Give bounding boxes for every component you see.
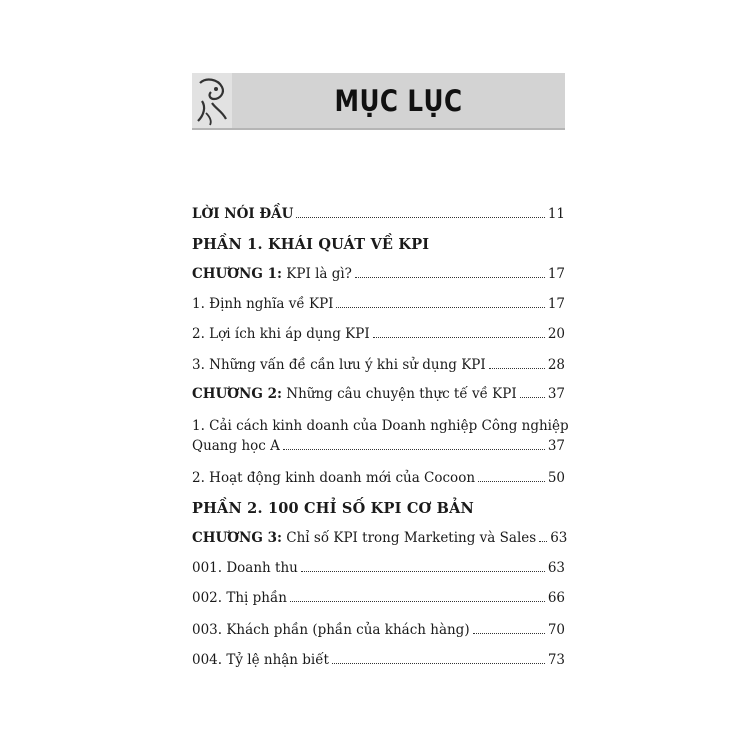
part-heading-2[interactable]: PHẦN 2. 100 CHỈ SỐ KPI CƠ BẢN (192, 500, 474, 517)
toc-page: 66 (547, 590, 565, 606)
toc-page: 28 (547, 357, 565, 373)
toc-label (192, 386, 517, 402)
toc-label (192, 266, 352, 282)
dot-leader (520, 386, 545, 398)
dot-leader (283, 438, 545, 450)
toc-entry-ch1-s3[interactable] (192, 357, 565, 373)
toc-entry-kpi-002[interactable] (192, 590, 565, 606)
dot-leader (478, 470, 545, 482)
dot-leader (336, 296, 544, 308)
toc-page: 70 (547, 622, 565, 638)
toc-entry-kpi-004[interactable] (192, 652, 565, 668)
toc-entry-chapter-1[interactable] (192, 266, 565, 282)
title-banner (192, 73, 565, 130)
toc-entry-ch1-s2[interactable] (192, 326, 565, 342)
dot-leader (355, 266, 545, 278)
toc-entry-ch2-s2[interactable] (192, 470, 565, 486)
toc-page: 73 (547, 652, 565, 668)
toc-page: 20 (547, 326, 565, 342)
toc-label (192, 530, 536, 546)
toc-entry-kpi-001[interactable] (192, 560, 565, 576)
toc-entry-chapter-3[interactable] (192, 530, 568, 546)
toc-label: 004. Tỷ lệ nhận biết (192, 652, 329, 668)
chapter-prefix: CHƯƠNG 2: (192, 386, 282, 402)
toc-page: 63 (547, 560, 565, 576)
part-heading-1[interactable]: PHẦN 1. KHÁI QUÁT VỀ KPI (192, 236, 430, 253)
page-title: MỤC LỤC (334, 83, 463, 118)
dot-leader (301, 560, 545, 572)
toc-label: 2. Lợi ích khi áp dụng KPI (192, 326, 370, 342)
toc-page: 50 (547, 470, 565, 486)
toc-page: 11 (547, 206, 565, 222)
toc-label: 001. Doanh thu (192, 560, 298, 576)
toc-entry-ch2-s1[interactable] (192, 418, 569, 454)
toc-page: 63 (550, 530, 568, 546)
toc-label: 002. Thị phần (192, 590, 287, 606)
chapter-title: Chỉ số KPI trong Marketing và Sales (281, 530, 537, 546)
toc-label: 1. Định nghĩa về KPI (192, 296, 334, 312)
toc-label: 2. Hoạt động kinh doanh mới của Cocoon (192, 470, 476, 486)
chapter-prefix: CHƯƠNG 1: (192, 266, 282, 282)
toc-label: 003. Khách phần (phần của khách hàng) (192, 622, 470, 638)
toc-page: 17 (547, 266, 565, 282)
dot-leader (473, 622, 545, 634)
toc-page: 37 (547, 438, 565, 454)
dot-leader (489, 357, 545, 369)
dot-leader (290, 590, 545, 602)
dot-leader (373, 326, 545, 338)
dot-leader (332, 652, 545, 664)
ornament-icon (192, 73, 232, 128)
chapter-title: KPI là gì? (281, 266, 352, 282)
dot-leader (296, 206, 544, 218)
toc-label-line-2: Quang học A (192, 438, 280, 454)
chapter-title: Những câu chuyện thực tế về KPI (281, 386, 517, 402)
toc-label-line-2-row (192, 438, 565, 454)
toc-label: LỜI NÓI ĐẦU (192, 206, 294, 222)
dot-leader (539, 530, 547, 542)
toc-label-line-1: 1. Cải cách kinh doanh của Doanh nghiệp Công nghiệp (192, 418, 569, 434)
toc-page: 17 (547, 296, 565, 312)
toc-entry-chapter-2[interactable] (192, 386, 565, 402)
chapter-prefix: CHƯƠNG 3: (192, 530, 282, 546)
toc-label: 3. Những vấn đề cần lưu ý khi sử dụng KPI (192, 357, 486, 373)
toc-entry-preface[interactable] (192, 206, 565, 222)
toc-page: 37 (547, 386, 565, 402)
toc-entry-kpi-003[interactable] (192, 622, 565, 638)
toc-entry-ch1-s1[interactable] (192, 296, 565, 312)
